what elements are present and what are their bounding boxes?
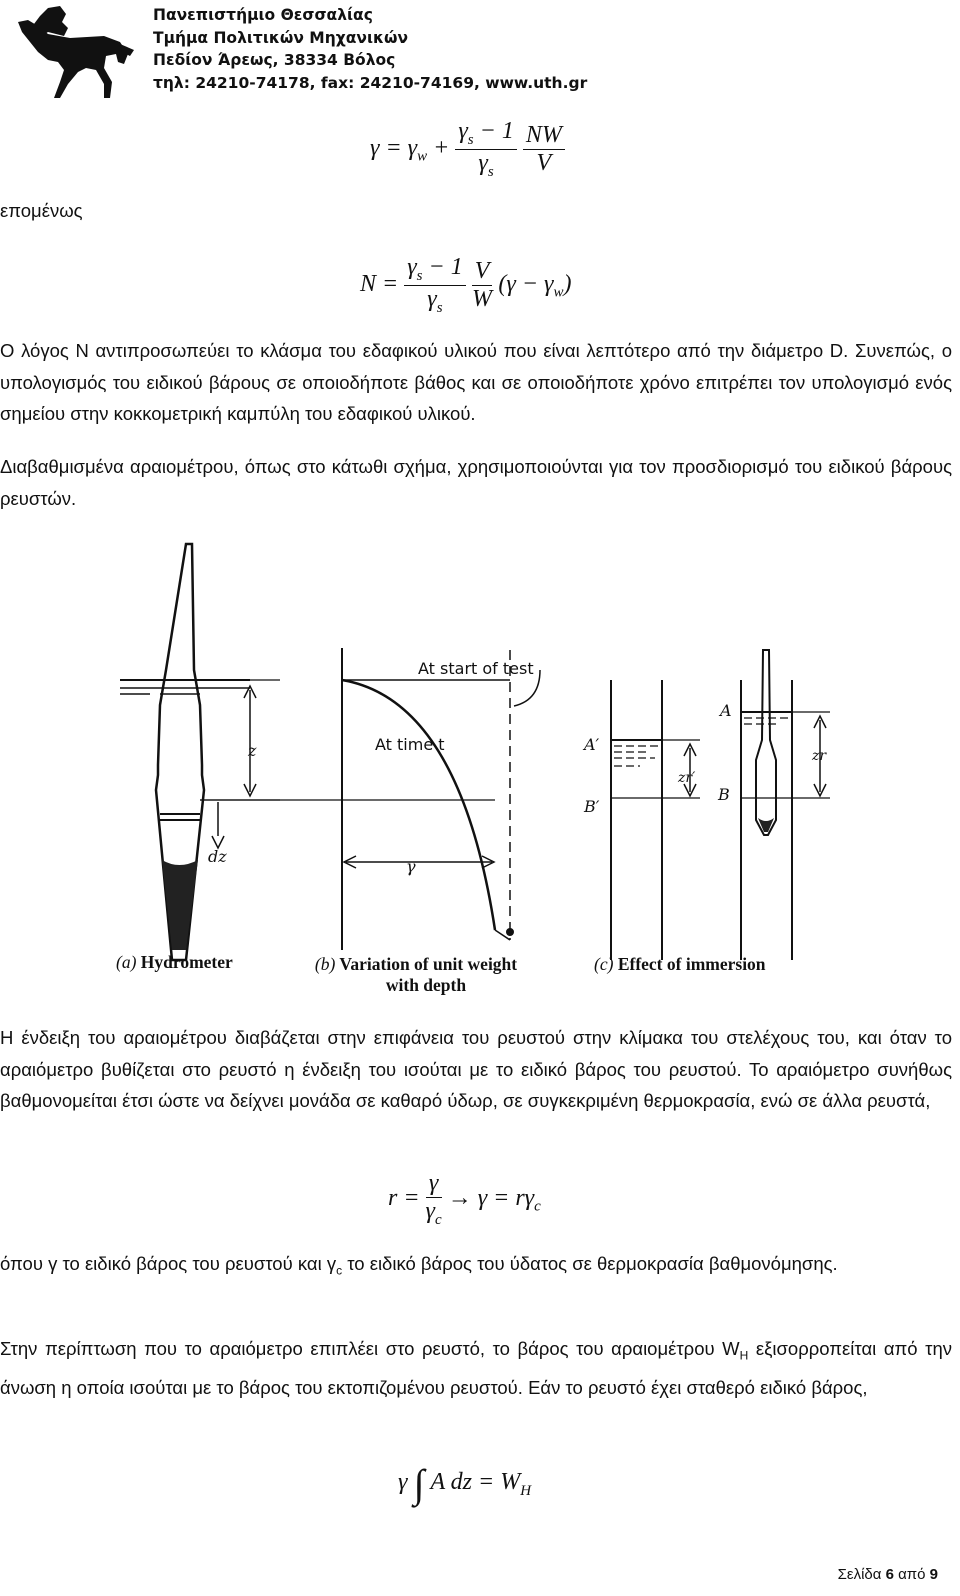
gamma-c-subscript: c xyxy=(336,1263,343,1278)
page-footer xyxy=(838,1566,938,1583)
caption-c-text: Effect of immersion xyxy=(617,954,766,974)
cylinder-before xyxy=(611,680,700,960)
footer-page: 6 xyxy=(885,1566,894,1583)
label-a-prime: A′ xyxy=(584,735,600,754)
caption-b-line1: Variation of unit weight xyxy=(339,954,518,974)
caption-a-text: Hydrometer xyxy=(140,952,233,972)
paragraph-ratio-N: Ο λόγος N αντιπροσωπεύει το κλάσμα του εδαφικού υλικού που είναι λεπτότερο από την διάμετρο D. Συνεπώς, ο υπολογισμός του ειδικού βάρους σε οποιοδήποτε βάθος και σε οποιοδήποτε χρόνο επιτρέπει τον υπολογισμό ενός σημείου στην κοκκομετρική καμπύλη του εδαφικού υλικού. xyxy=(0,340,952,424)
footer-prefix: Σελίδα xyxy=(837,1566,886,1583)
equation-r: r = $\frac{\gamma}{\gamma_c}$ → $\gamma = r\gamma_c$ xyxy=(388,1170,541,1228)
header-address: Πεδίον Άρεως, 38334 Βόλος xyxy=(153,51,396,69)
label-z: z xyxy=(248,741,257,760)
header-department: Τμήμα Πολιτικών Μηχανικών xyxy=(153,28,409,47)
paragraph-reading: Η ένδειξη του αραιομέτρου διαβάζεται στην επιφάνεια του ρευστού στην κλίμακα του στελέχους του, και όταν το αραιόμετρο βυθίζεται στο ρευστό η ένδειξη του ισούται με το ειδικό βάρος του ρευστού. Το αραιόμετρο συνήθως βαθμονομείται έτσι ώστε να δείχνει μονάδα σε καθαρό ύδωρ, σε συγκεκριμένη θερμοκρασία, ενώ σε άλλα ρευστά, xyxy=(0,1027,952,1111)
cylinder-after xyxy=(741,650,830,960)
label-zr: zr xyxy=(812,748,827,764)
header-contact: τηλ: 24210-74178, fax: 24210-74169, www.uth.gr xyxy=(153,73,588,92)
paragraph-floating xyxy=(0,1333,952,1404)
header-university: Πανεπιστήμιο Θεσσαλίας xyxy=(153,6,373,24)
label-dz: dz xyxy=(208,847,227,866)
equation-N: N = $\frac{\gamma_s - 1}{\gamma_s}$ $\frac{V}{W}$ $(\gamma - \gamma_w)$ xyxy=(360,254,572,316)
footer-total: 9 xyxy=(929,1566,938,1583)
paragraph-where-a: όπου γ το ειδικό βάρος του ρευστού και γ xyxy=(0,1253,337,1274)
label-b: B xyxy=(718,785,730,804)
text-therefore: επομένως xyxy=(0,200,83,221)
equation-integral: γ ∫ A dz = $W_H$ xyxy=(398,1461,532,1506)
paragraph-where xyxy=(0,1248,952,1287)
caption-a xyxy=(116,952,233,973)
caption-b-line2: with depth xyxy=(385,975,467,995)
paragraph-floating-b: εξισορροπείται από την άνωση η οποία ισούται με το βάρος του εκτοπιζομένου ρευστού. Εάν το ρευστό έχει σταθερό ειδικό βάρος, xyxy=(0,1338,952,1399)
unit-weight-curve xyxy=(200,648,540,950)
caption-b xyxy=(296,954,536,996)
equation-gamma: $\gamma = \gamma_w$ + $\frac{\gamma_s - 1}{\gamma_s}$ $\frac{NW}{V}$ xyxy=(370,118,565,181)
caption-b-tag: (b) xyxy=(314,954,336,974)
label-gamma: γ xyxy=(406,857,416,876)
caption-c xyxy=(594,954,766,975)
w-h-subscript: H xyxy=(739,1348,749,1363)
label-at-time-t: At time t xyxy=(375,735,445,754)
caption-c-tag: (c) xyxy=(594,954,614,974)
paragraph-hydrometers: Διαβαθμισμένα αραιομέτρου, όπως στο κάτωθι σχήμα, χρησιμοποιούνται για τον προσδιορισμό του ειδικού βάρους ρευστών. xyxy=(0,456,952,509)
hydrometer-figure xyxy=(100,530,840,1000)
label-start-of-test: At start of test xyxy=(418,659,534,678)
label-zr-prime: zr′ xyxy=(678,770,696,786)
label-b-prime: B′ xyxy=(584,797,600,816)
footer-mid: από xyxy=(893,1566,930,1583)
paragraph-floating-a: Στην περίπτωση που το αραιόμετρο επιπλέει στο ρευστό, το βάρος του αραιομέτρου W xyxy=(0,1338,740,1359)
university-header xyxy=(153,4,587,94)
university-logo xyxy=(8,2,138,102)
caption-a-tag: (a) xyxy=(116,952,137,972)
paragraph-where-b: το ειδικό βάρος του ύδατος σε θερμοκρασία βαθμονόμησης. xyxy=(342,1253,838,1274)
label-a: A xyxy=(720,701,732,720)
